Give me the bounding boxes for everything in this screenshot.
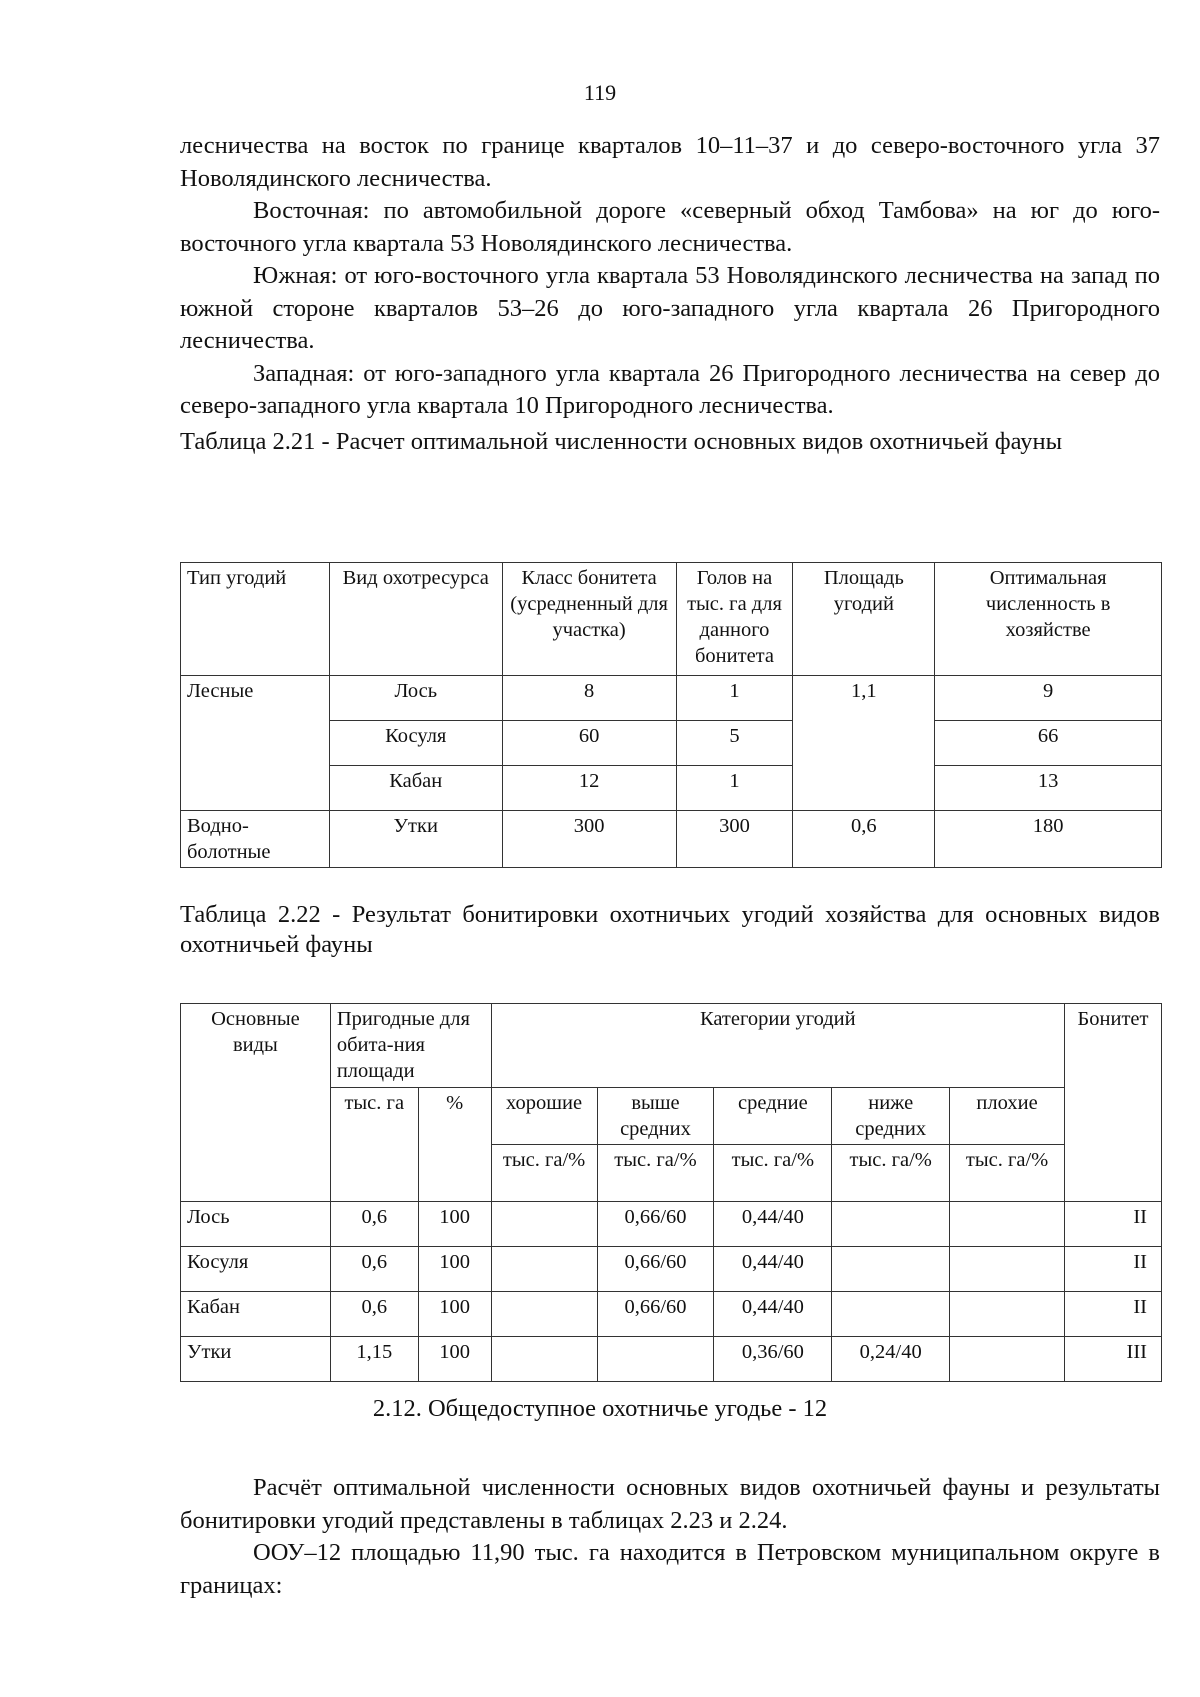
cell: 0,66/60	[597, 1202, 714, 1247]
header-cell: Голов на тыс. га для данного бонитета	[676, 563, 793, 676]
cell: 0,6	[330, 1292, 418, 1337]
header-cell: тыс. га	[330, 1088, 418, 1202]
cell: 1	[676, 676, 793, 721]
cell: 0,44/40	[714, 1247, 832, 1292]
table-row	[181, 1247, 1162, 1292]
cell: Утки	[329, 811, 502, 868]
cell	[950, 1247, 1065, 1292]
header-cell: Тип угодий	[181, 563, 330, 676]
paragraph: Восточная: по автомобильной дороге «северный обход Тамбова» на юг до юго-восточного угла квартала 53 Новолядинского лесничества.	[180, 197, 1160, 257]
cell: 300	[502, 811, 676, 868]
table-2-21	[180, 562, 1162, 868]
page-number: 119	[583, 80, 617, 105]
cell: Лось	[329, 676, 502, 721]
table-row	[181, 1292, 1162, 1337]
cell: 100	[418, 1292, 491, 1337]
cell: 66	[935, 721, 1162, 766]
header-cell: Класс бонитета (усредненный для участка)	[502, 563, 676, 676]
cell: 0,6	[330, 1202, 418, 1247]
cell: 0,6	[330, 1247, 418, 1292]
header-cell: тыс. га/%	[832, 1145, 950, 1202]
cell: Утки	[181, 1337, 331, 1382]
cell: III	[1064, 1337, 1161, 1382]
cell: 1	[676, 766, 793, 811]
table-header-row	[181, 563, 1162, 676]
cell: 100	[418, 1337, 491, 1382]
cell: 100	[418, 1247, 491, 1292]
cell: 13	[935, 766, 1162, 811]
table-header-row	[181, 1004, 1162, 1088]
group-cell: Водно-болотные	[181, 811, 330, 868]
paragraph: Западная: от юго-западного угла квартала 26 Пригородного лесничества на север до северо-западного угла квартала 10 Пригородного лесничества.	[180, 359, 1160, 419]
cell: Лось	[181, 1202, 331, 1247]
cell: 0,44/40	[714, 1292, 832, 1337]
paragraph: Расчёт оптимальной численности основных видов охотничьей фауны и результаты бонитировки угодий представлены в таблицах 2.23 и 2.24.	[180, 1474, 1160, 1534]
cell: II	[1064, 1247, 1161, 1292]
paragraph: лесничества на восток по границе кварталов 10–11–37 и до северо-восточного угла 37 Новолядинского лесничества.	[180, 132, 1160, 192]
cell: 1,15	[330, 1337, 418, 1382]
cell	[950, 1292, 1065, 1337]
cell: Кабан	[181, 1292, 331, 1337]
cell	[491, 1337, 597, 1382]
cell: II	[1064, 1202, 1161, 1247]
cell	[950, 1337, 1065, 1382]
cell: 60	[502, 721, 676, 766]
header-cell: плохие	[950, 1088, 1065, 1145]
cell: 180	[935, 811, 1162, 868]
cell: 0,6	[793, 811, 935, 868]
paragraph: Южная: от юго-восточного угла квартала 53 Новолядинского лесничества на запад по южной стороне кварталов 53–26 до юго-западного угла квартала 26 Пригородного лесничества.	[180, 262, 1160, 354]
header-cell: Пригодные для обита-ния площади	[330, 1004, 491, 1088]
table-row	[181, 1337, 1162, 1382]
cell	[832, 1292, 950, 1337]
cell: 0,66/60	[597, 1292, 714, 1337]
header-cell: хорошие	[491, 1088, 597, 1145]
header-cell: тыс. га/%	[491, 1145, 597, 1202]
cell: II	[1064, 1292, 1161, 1337]
cell: 0,66/60	[597, 1247, 714, 1292]
table-row	[181, 1202, 1162, 1247]
table-2-22-caption: Таблица 2.22 - Результат бонитировки охотничьих угодий хозяйства для основных видов охотничьей фауны	[180, 901, 1160, 958]
header-cell: Бонитет	[1064, 1004, 1161, 1202]
cell: 300	[676, 811, 793, 868]
cell: 100	[418, 1202, 491, 1247]
area-cell: 1,1	[793, 676, 935, 811]
header-cell: Категории угодий	[491, 1004, 1064, 1088]
cell: 0,44/40	[714, 1202, 832, 1247]
cell	[491, 1247, 597, 1292]
section-title: 2.12. Общедоступное охотничье угодье - 12	[372, 1395, 828, 1422]
cell	[832, 1247, 950, 1292]
cell: 12	[502, 766, 676, 811]
closing-text	[180, 1472, 1160, 1602]
intro-text	[180, 130, 1160, 423]
header-cell: %	[418, 1088, 491, 1202]
group-cell: Лесные	[181, 676, 330, 811]
cell: Кабан	[329, 766, 502, 811]
header-cell: Площадь угодий	[793, 563, 935, 676]
header-cell: Вид охотресурса	[329, 563, 502, 676]
table-row	[181, 676, 1162, 721]
cell: 8	[502, 676, 676, 721]
cell: Косуля	[329, 721, 502, 766]
cell	[832, 1202, 950, 1247]
table-row	[181, 811, 1162, 868]
cell	[491, 1292, 597, 1337]
cell: 5	[676, 721, 793, 766]
header-cell: тыс. га/%	[950, 1145, 1065, 1202]
header-cell: тыс. га/%	[714, 1145, 832, 1202]
header-cell: Оптимальная численность в хозяйстве	[935, 563, 1162, 676]
paragraph: ООУ–12 площадью 11,90 тыс. га находится в Петровском муниципальном округе в границах:	[180, 1539, 1160, 1599]
cell	[491, 1202, 597, 1247]
cell	[950, 1202, 1065, 1247]
table-2-21-caption: Таблица 2.21 - Расчет оптимальной численности основных видов охотничьей фауны	[180, 428, 1063, 455]
header-cell: средние	[714, 1088, 832, 1145]
header-cell: ниже средних	[832, 1088, 950, 1145]
cell: Косуля	[181, 1247, 331, 1292]
header-cell: выше средних	[597, 1088, 714, 1145]
cell	[597, 1337, 714, 1382]
cell: 0,36/60	[714, 1337, 832, 1382]
cell: 0,24/40	[832, 1337, 950, 1382]
table-2-22	[180, 1003, 1162, 1382]
cell: 9	[935, 676, 1162, 721]
header-cell: тыс. га/%	[597, 1145, 714, 1202]
header-cell: Основные виды	[181, 1004, 331, 1202]
